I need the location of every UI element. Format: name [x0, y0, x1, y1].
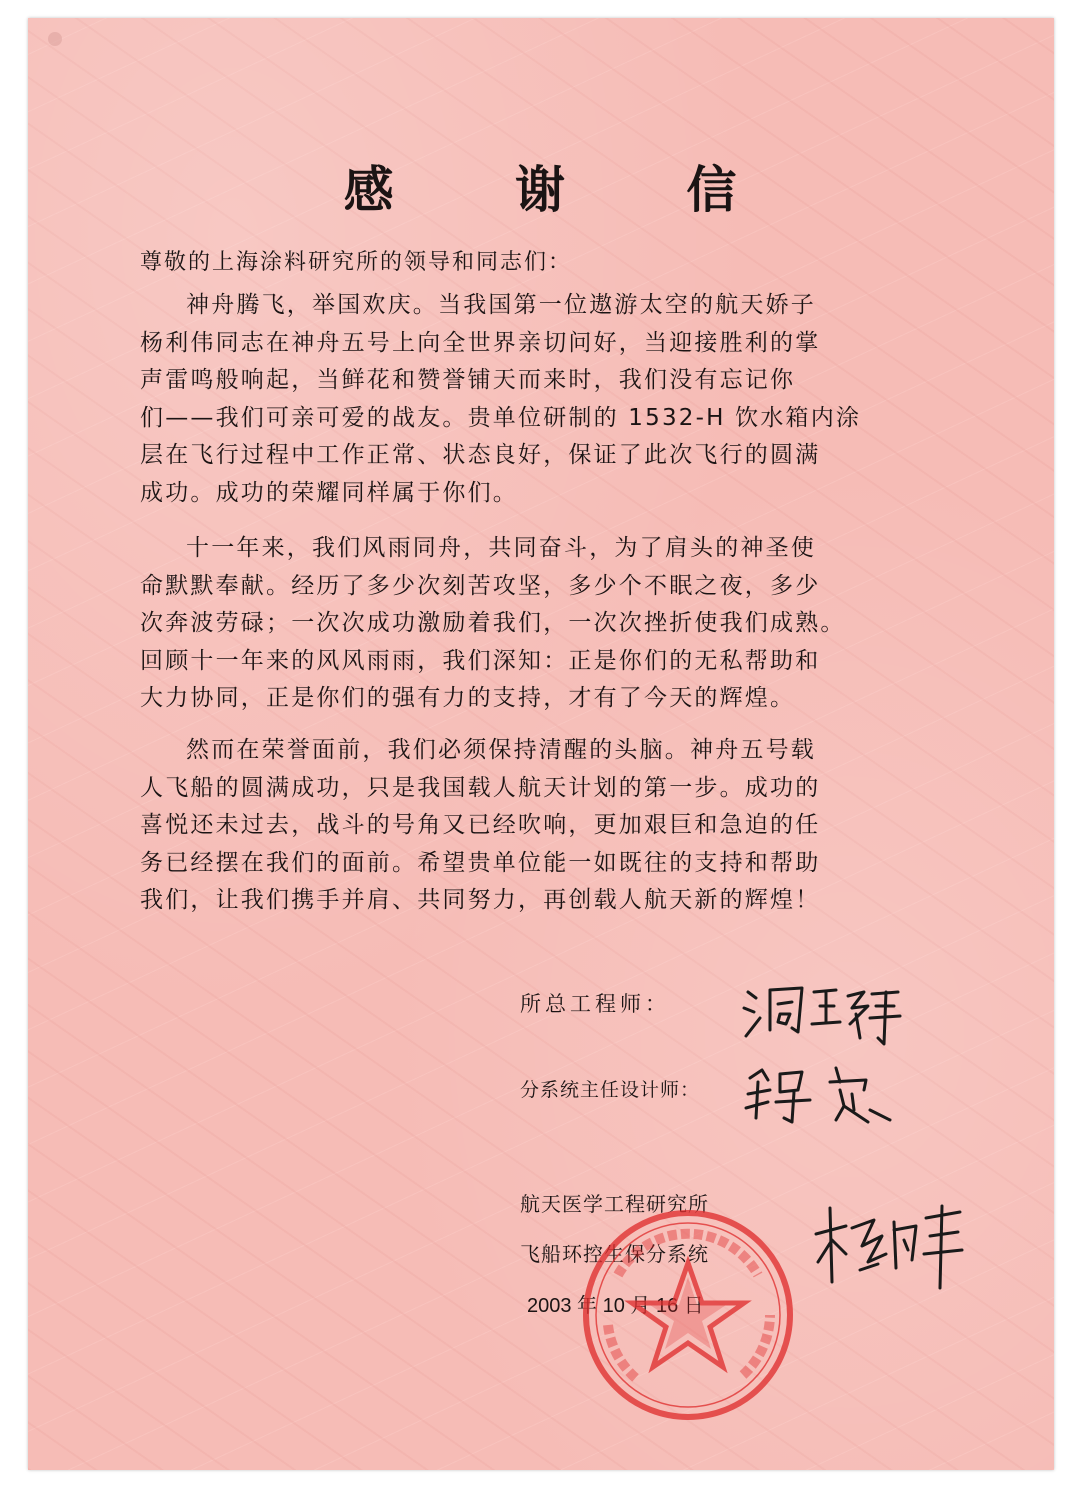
- paper-speck: [48, 32, 62, 46]
- paragraph-line: 命默默奉献。经历了多少次刻苦攻坚，多少个不眠之夜，多少: [140, 572, 821, 599]
- letter-title: 感 谢 信: [343, 161, 789, 219]
- organization-name: 航天医学工程研究所: [520, 1192, 709, 1216]
- chief-designer-signature: [740, 1060, 910, 1130]
- paragraph-line: 然而在荣誉面前，我们必须保持清醒的头脑。神舟五号载: [186, 737, 816, 763]
- paragraph-line: 们——我们可亲可爱的战友。贵单位研制的 1532-H 饮水箱内涂: [140, 404, 862, 431]
- salutation: 尊敬的上海涂料研究所的领导和同志们：: [140, 250, 573, 275]
- paragraph-line: 大力协同，正是你们的强有力的支持，才有了今天的辉煌。: [140, 685, 796, 711]
- chief-engineer-signature: [740, 978, 910, 1048]
- paragraph-line: 务已经摆在我们的面前。希望贵单位能一如既往的支持和帮助: [140, 849, 821, 876]
- paragraph-line: 十一年来，我们风雨同舟，共同奋斗，为了肩头的神圣使: [186, 535, 816, 561]
- paragraph-2: [140, 530, 920, 718]
- paragraph-line: 回顾十一年来的风风雨雨，我们深知：正是你们的无私帮助和: [140, 647, 821, 674]
- paragraph-line: 声雷鸣般响起，当鲜花和赞誉铺天而来时，我们没有忘记你: [140, 367, 796, 393]
- official-seal-stamp: [578, 1205, 798, 1425]
- paragraph-line: 杨利伟同志在神舟五号上向全世界亲切问好，当迎接胜利的掌: [140, 329, 821, 356]
- paragraph-line: 次奔波劳碌；一次次成功激励着我们，一次次挫折使我们成熟。: [140, 610, 846, 636]
- director-signature: [812, 1200, 972, 1290]
- paragraph-line: 神舟腾飞，举国欢庆。当我国第一位遨游太空的航天娇子: [186, 292, 816, 318]
- paragraph-line: 喜悦还未过去，战斗的号角又已经吹响，更加艰巨和急迫的任: [140, 812, 821, 838]
- letter-date: 2003 年 10 月 16 日: [527, 1295, 704, 1317]
- subsystem-name: 飞船环控生保分系统: [520, 1242, 709, 1266]
- chief-designer-label: 分系统主任设计师：: [520, 1079, 701, 1101]
- chief-engineer-label: 所总工程师：: [520, 992, 670, 1016]
- paragraph-line: 我们，让我们携手并肩、共同努力，再创载人航天新的辉煌！: [140, 887, 821, 913]
- paragraph-3: [140, 732, 920, 920]
- paragraph-line: 人飞船的圆满成功，只是我国载人航天计划的第一步。成功的: [140, 774, 821, 801]
- paragraph-line: 成功。成功的荣耀同样属于你们。: [140, 479, 518, 506]
- paragraph-line: 层在飞行过程中工作正常、状态良好，保证了此次飞行的圆满: [140, 442, 821, 468]
- paragraph-1: [140, 287, 920, 512]
